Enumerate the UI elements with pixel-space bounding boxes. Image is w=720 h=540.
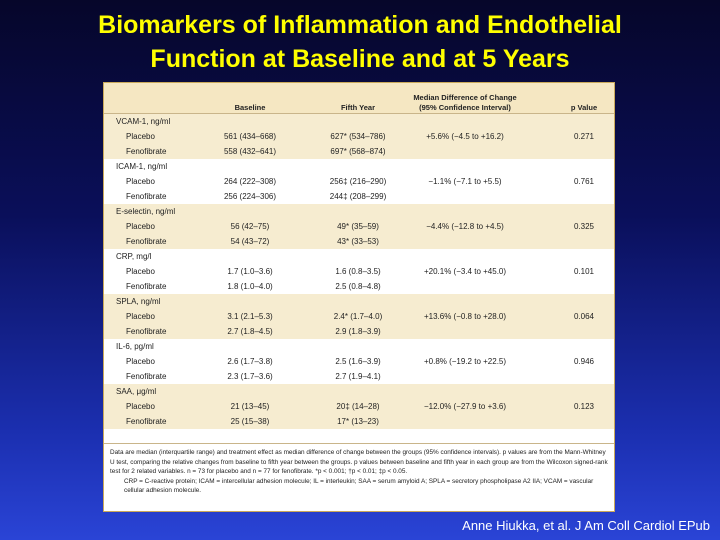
cell-p-value: 0.123 bbox=[573, 402, 595, 411]
cell-baseline: 25 (15–38) bbox=[230, 417, 270, 426]
cell-p-value: 0.271 bbox=[573, 132, 595, 141]
table-group bbox=[104, 159, 614, 204]
cell-baseline: 2.7 (1.8–4.5) bbox=[227, 327, 273, 336]
table-row bbox=[104, 309, 614, 324]
group-label: IL-6, pg/ml bbox=[116, 342, 154, 351]
title-line-2: Function at Baseline and at 5 Years bbox=[150, 45, 570, 73]
header-median-line-1: Median Difference of Change bbox=[413, 93, 517, 102]
table-group bbox=[104, 339, 614, 384]
cell-fifth-year: 20‡ (14–28) bbox=[336, 402, 380, 411]
row-name: Fenofibrate bbox=[126, 417, 167, 426]
cell-baseline: 2.6 (1.7–3.8) bbox=[227, 357, 273, 366]
group-label-row bbox=[104, 204, 614, 219]
cell-fifth-year: 43* (33–53) bbox=[337, 237, 379, 246]
table-row bbox=[104, 174, 614, 189]
cell-p-value: 0.325 bbox=[573, 222, 595, 231]
table-header bbox=[104, 83, 614, 114]
row-name: Placebo bbox=[126, 357, 155, 366]
cell-p-value: 0.761 bbox=[573, 177, 595, 186]
cell-fifth-year: 17* (13–23) bbox=[337, 417, 379, 426]
cell-baseline: 1.8 (1.0–4.0) bbox=[227, 282, 273, 291]
cell-baseline: 3.1 (2.1–5.3) bbox=[227, 312, 273, 321]
cell-median-difference: −1.1% (−7.1 to +5.5) bbox=[428, 177, 502, 186]
group-label-row bbox=[104, 114, 614, 129]
cell-median-difference: +0.8% (−19.2 to +22.5) bbox=[423, 357, 507, 366]
cell-median-difference: +20.1% (−3.4 to +45.0) bbox=[423, 267, 507, 276]
cell-fifth-year: 2.9 (1.8–3.9) bbox=[335, 327, 381, 336]
table-row bbox=[104, 414, 614, 429]
table-row bbox=[104, 354, 614, 369]
row-name: Placebo bbox=[126, 402, 155, 411]
group-label: CRP, mg/l bbox=[116, 252, 152, 261]
group-label-row bbox=[104, 249, 614, 264]
cell-baseline: 54 (43–72) bbox=[230, 237, 270, 246]
table-row bbox=[104, 189, 614, 204]
group-label-row bbox=[104, 159, 614, 174]
table-panel bbox=[103, 82, 615, 512]
group-label-row bbox=[104, 339, 614, 354]
table-row bbox=[104, 279, 614, 294]
table-row bbox=[104, 399, 614, 414]
cell-fifth-year: 697* (568–874) bbox=[330, 147, 386, 156]
group-label: E-selectin, ng/ml bbox=[116, 207, 176, 216]
table-group bbox=[104, 384, 614, 429]
cell-baseline: 256 (224–306) bbox=[223, 192, 277, 201]
row-name: Fenofibrate bbox=[126, 282, 167, 291]
cell-baseline: 264 (222–308) bbox=[223, 177, 277, 186]
header-fifth-year: Fifth Year bbox=[340, 103, 376, 112]
slide-title bbox=[0, 8, 720, 76]
table-group bbox=[104, 204, 614, 249]
table-group bbox=[104, 249, 614, 294]
group-label-row bbox=[104, 294, 614, 309]
row-name: Fenofibrate bbox=[126, 327, 167, 336]
cell-fifth-year: 49* (35–59) bbox=[337, 222, 379, 231]
cell-baseline: 2.3 (1.7–3.6) bbox=[227, 372, 273, 381]
group-label: VCAM-1, ng/ml bbox=[116, 117, 171, 126]
cell-fifth-year: 2.4* (1.7–4.0) bbox=[333, 312, 383, 321]
cell-fifth-year: 1.6 (0.8–3.5) bbox=[335, 267, 381, 276]
group-label: ICAM-1, ng/ml bbox=[116, 162, 168, 171]
cell-median-difference: +13.6% (−0.8 to +28.0) bbox=[423, 312, 507, 321]
citation: Anne Hiukka, et al. J Am Coll Cardiol EPub bbox=[462, 518, 710, 533]
table-row bbox=[104, 144, 614, 159]
cell-baseline: 21 (13–45) bbox=[230, 402, 270, 411]
table-row bbox=[104, 219, 614, 234]
header-p-value: p Value bbox=[570, 103, 598, 112]
row-name: Fenofibrate bbox=[126, 237, 167, 246]
table-group bbox=[104, 294, 614, 339]
group-label: SPLA, ng/ml bbox=[116, 297, 161, 306]
table-row bbox=[104, 129, 614, 144]
table-group bbox=[104, 114, 614, 159]
table-row bbox=[104, 369, 614, 384]
header-median-line-2: (95% Confidence Interval) bbox=[419, 103, 511, 112]
cell-fifth-year: 2.5 (1.6–3.9) bbox=[335, 357, 381, 366]
title-line-1: Biomarkers of Inflammation and Endothelial bbox=[98, 11, 622, 39]
cell-fifth-year: 256‡ (216–290) bbox=[329, 177, 387, 186]
table-footnote bbox=[104, 443, 614, 512]
row-name: Placebo bbox=[126, 267, 155, 276]
group-label: SAA, μg/ml bbox=[116, 387, 157, 396]
row-name: Placebo bbox=[126, 132, 155, 141]
cell-baseline: 558 (432–641) bbox=[223, 147, 277, 156]
table-row bbox=[104, 264, 614, 279]
cell-baseline: 561 (434–668) bbox=[223, 132, 277, 141]
cell-p-value: 0.064 bbox=[573, 312, 595, 321]
footnote-2: CRP = C-reactive protein; ICAM = intercellular adhesion molecule; IL = interleukin; SAA = serum amyloid A; SPLA = secretory phospholipase A2 IIA; VCAM = vascular cellular adhesion molecule. bbox=[124, 477, 594, 494]
row-name: Fenofibrate bbox=[126, 372, 167, 381]
cell-median-difference: −12.0% (−27.9 to +3.6) bbox=[423, 402, 507, 411]
table-row bbox=[104, 324, 614, 339]
table-body bbox=[104, 114, 614, 429]
row-name: Placebo bbox=[126, 177, 155, 186]
cell-p-value: 0.101 bbox=[573, 267, 595, 276]
cell-median-difference: +5.6% (−4.5 to +16.2) bbox=[426, 132, 504, 141]
row-name: Placebo bbox=[126, 312, 155, 321]
cell-fifth-year: 2.7 (1.9–4.1) bbox=[335, 372, 381, 381]
cell-p-value: 0.946 bbox=[573, 357, 595, 366]
cell-fifth-year: 627* (534–786) bbox=[330, 132, 386, 141]
cell-fifth-year: 244‡ (208–299) bbox=[329, 192, 387, 201]
cell-median-difference: −4.4% (−12.8 to +4.5) bbox=[426, 222, 504, 231]
header-baseline: Baseline bbox=[234, 103, 266, 112]
row-name: Fenofibrate bbox=[126, 147, 167, 156]
row-name: Fenofibrate bbox=[126, 192, 167, 201]
cell-fifth-year: 2.5 (0.8–4.8) bbox=[335, 282, 381, 291]
cell-baseline: 1.7 (1.0–3.6) bbox=[227, 267, 273, 276]
table-row bbox=[104, 234, 614, 249]
group-label-row bbox=[104, 384, 614, 399]
footnote-1: Data are median (interquartile range) and treatment effect as median difference of change between the groups (95% confidence intervals). p values are from the Mann-Whitney U test, comparing the relative changes from baseline to fifth year between the groups. p values between baseline and fifth year in each group are from the Wilcoxon signed-rank test for 2 related variables. n = 73 for placebo and n = 77 for fenofibrate. *p < 0.001; †p < 0.01; ‡p < 0.05. bbox=[110, 449, 608, 475]
row-name: Placebo bbox=[126, 222, 155, 231]
cell-baseline: 56 (42–75) bbox=[230, 222, 270, 231]
